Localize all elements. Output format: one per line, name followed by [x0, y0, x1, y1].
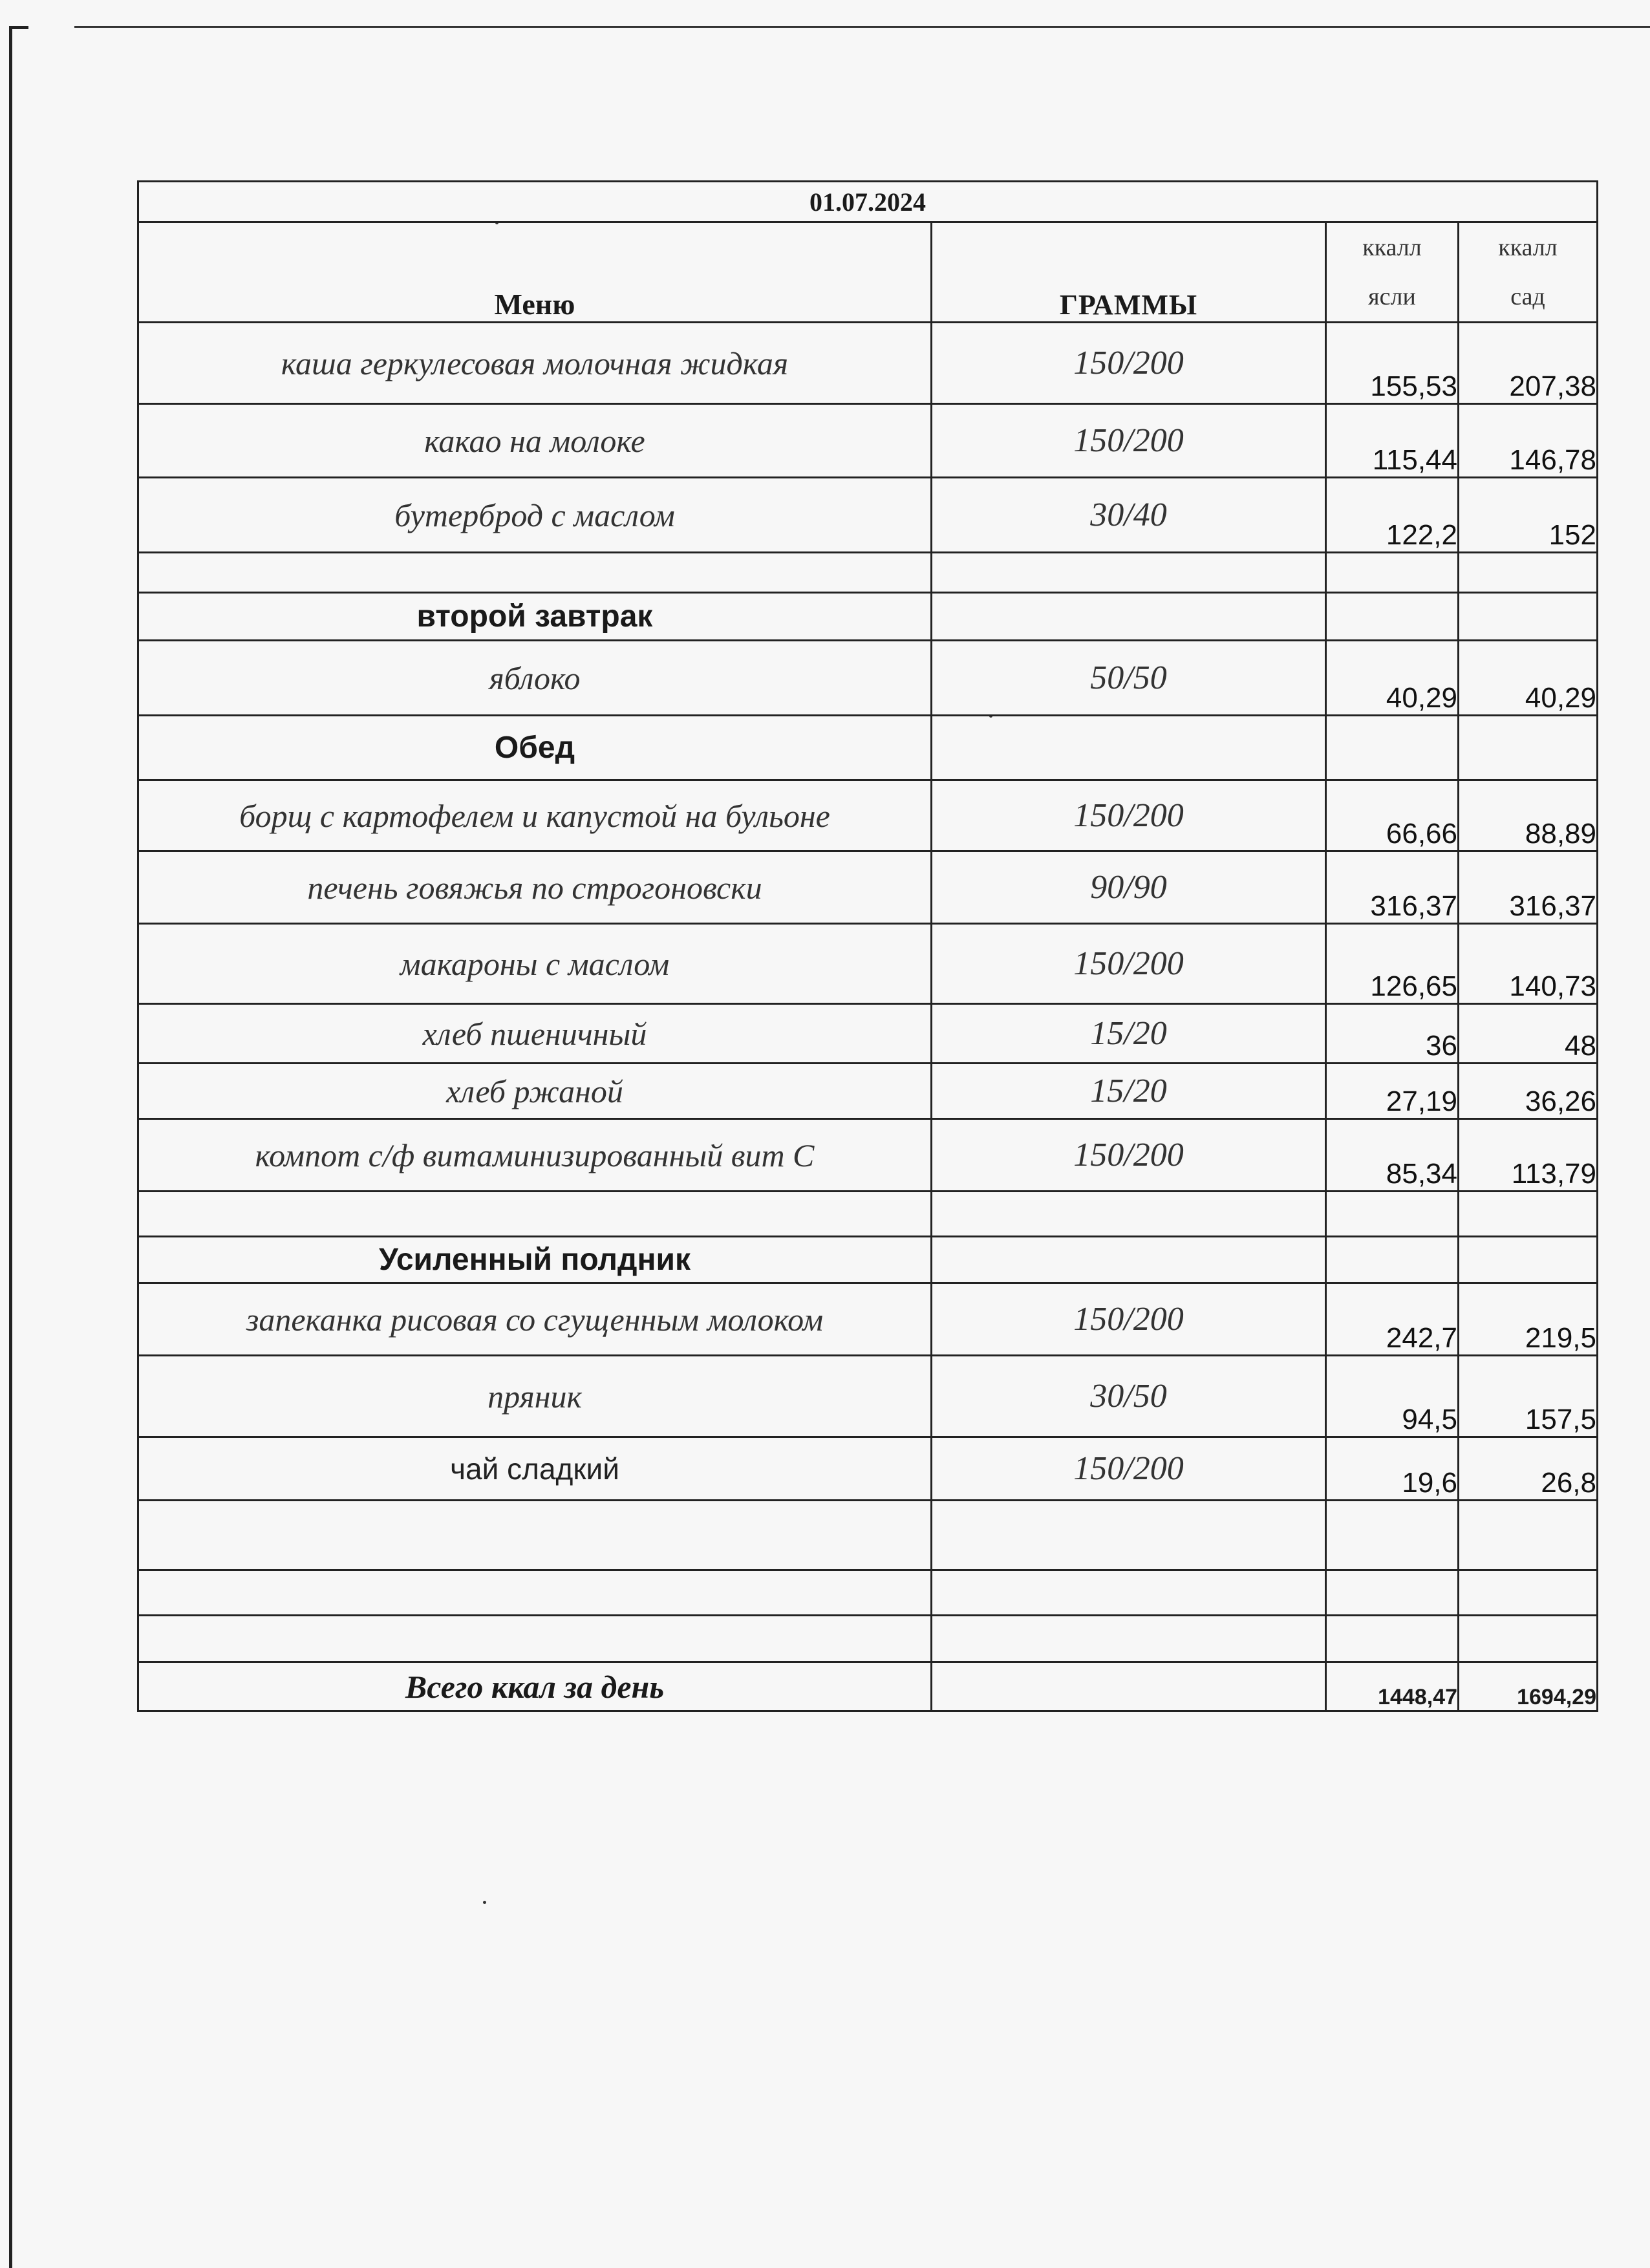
kcal-garden: 316,37 — [1459, 851, 1598, 924]
dish-name: печень говяжья по строгоновски — [138, 851, 932, 924]
dish-grams: 15/20 — [932, 1064, 1326, 1119]
blank-cell — [1326, 1570, 1459, 1616]
total-grams-empty — [932, 1662, 1326, 1711]
blank-cell — [138, 1192, 932, 1237]
dish-name: макароны с маслом — [138, 924, 932, 1004]
blank-row — [138, 553, 1598, 593]
scan-edge-corner — [9, 26, 28, 29]
kcal-garden: 40,29 — [1459, 641, 1598, 716]
header-menu: Меню — [138, 222, 932, 323]
blank-cell — [138, 553, 932, 593]
section-empty-garden — [1459, 716, 1598, 780]
dish-name: запеканка рисовая со сгущенным молоком — [138, 1283, 932, 1356]
blank-cell — [1326, 1501, 1459, 1570]
blank-cell — [1459, 553, 1598, 593]
dish-grams: 150/200 — [932, 1437, 1326, 1501]
kcal-nursery: 36 — [1326, 1004, 1459, 1064]
dish-name: хлеб ржаной — [138, 1064, 932, 1119]
dish-name: пряник — [138, 1356, 932, 1437]
blank-cell — [932, 553, 1326, 593]
header-kcal-nursery — [1326, 222, 1459, 323]
kcal-nursery: 122,2 — [1326, 478, 1459, 553]
total-label: Всего ккал за день — [138, 1662, 932, 1711]
section-empty-garden — [1459, 1237, 1598, 1283]
menu-item-row — [138, 1283, 1598, 1356]
blank-cell — [1459, 1501, 1598, 1570]
blank-row — [138, 1616, 1598, 1662]
blank-row — [138, 1192, 1598, 1237]
menu-item-row — [138, 323, 1598, 404]
kcal-garden: 146,78 — [1459, 404, 1598, 478]
section-row — [138, 593, 1598, 641]
dish-grams: 150/200 — [932, 780, 1326, 851]
kcal-nursery: 85,34 — [1326, 1119, 1459, 1192]
section-empty-nursery — [1326, 1237, 1459, 1283]
dish-grams: 150/200 — [932, 323, 1326, 404]
dish-grams: 90/90 — [932, 851, 1326, 924]
kcal-nursery: 19,6 — [1326, 1437, 1459, 1501]
blank-cell — [1459, 1192, 1598, 1237]
menu-item-row — [138, 478, 1598, 553]
section-empty-grams — [932, 716, 1326, 780]
kcal-nursery: 316,37 — [1326, 851, 1459, 924]
dish-name: бутерброд с маслом — [138, 478, 932, 553]
dish-name: борщ с картофелем и капустой на бульоне — [138, 780, 932, 851]
blank-row — [138, 1570, 1598, 1616]
date-row — [138, 182, 1598, 222]
dish-grams: 150/200 — [932, 924, 1326, 1004]
kcal-garden: 36,26 — [1459, 1064, 1598, 1119]
header-kcal-garden — [1459, 222, 1598, 323]
kcal-garden: 88,89 — [1459, 780, 1598, 851]
kcal-garden: 113,79 — [1459, 1119, 1598, 1192]
menu-table — [137, 180, 1598, 1712]
dish-name: каша геркулесовая молочная жидкая — [138, 323, 932, 404]
menu-item-row — [138, 851, 1598, 924]
blank-cell — [138, 1616, 932, 1662]
header-row — [138, 222, 1598, 323]
kcal-nursery: 126,65 — [1326, 924, 1459, 1004]
kcal-garden: 140,73 — [1459, 924, 1598, 1004]
menu-item-row — [138, 924, 1598, 1004]
dish-grams: 30/50 — [932, 1356, 1326, 1437]
section-title: Обед — [138, 716, 932, 780]
section-row — [138, 716, 1598, 780]
blank-cell — [932, 1192, 1326, 1237]
section-row — [138, 1237, 1598, 1283]
scan-edge-left — [9, 28, 12, 2268]
blank-cell — [1326, 1192, 1459, 1237]
menu-item-row — [138, 1437, 1598, 1501]
dish-grams: 50/50 — [932, 641, 1326, 716]
header-kcal-nursery-line1: ккалл — [1362, 234, 1422, 261]
kcal-nursery: 242,7 — [1326, 1283, 1459, 1356]
blank-cell — [1459, 1570, 1598, 1616]
menu-item-row — [138, 1356, 1598, 1437]
dish-name: хлеб пшеничный — [138, 1004, 932, 1064]
kcal-garden: 207,38 — [1459, 323, 1598, 404]
menu-item-row — [138, 1004, 1598, 1064]
scan-speck — [483, 1901, 486, 1904]
dish-grams: 150/200 — [932, 404, 1326, 478]
menu-body — [138, 323, 1598, 1662]
kcal-nursery: 155,53 — [1326, 323, 1459, 404]
total-kcal-nursery: 1448,47 — [1326, 1662, 1459, 1711]
dish-grams: 30/40 — [932, 478, 1326, 553]
kcal-garden: 219,5 — [1459, 1283, 1598, 1356]
blank-cell — [138, 1501, 932, 1570]
dish-grams: 15/20 — [932, 1004, 1326, 1064]
kcal-garden: 157,5 — [1459, 1356, 1598, 1437]
total-kcal-garden: 1694,29 — [1459, 1662, 1598, 1711]
kcal-garden: 152 — [1459, 478, 1598, 553]
dish-name: чай сладкий — [138, 1437, 932, 1501]
dish-name: яблоко — [138, 641, 932, 716]
header-grams: ГРАММЫ — [932, 222, 1326, 323]
blank-cell — [138, 1570, 932, 1616]
dish-name: компот с/ф витаминизированный вит С — [138, 1119, 932, 1192]
blank-cell — [932, 1570, 1326, 1616]
kcal-garden: 26,8 — [1459, 1437, 1598, 1501]
blank-cell — [932, 1616, 1326, 1662]
kcal-nursery: 40,29 — [1326, 641, 1459, 716]
kcal-nursery: 115,44 — [1326, 404, 1459, 478]
kcal-nursery: 94,5 — [1326, 1356, 1459, 1437]
section-empty-grams — [932, 1237, 1326, 1283]
section-empty-grams — [932, 593, 1326, 641]
header-kcal-garden-line1: ккалл — [1498, 234, 1558, 261]
menu-item-row — [138, 1064, 1598, 1119]
menu-item-row — [138, 1119, 1598, 1192]
kcal-nursery: 27,19 — [1326, 1064, 1459, 1119]
dish-name: какао на молоке — [138, 404, 932, 478]
section-title: Усиленный полдник — [138, 1237, 932, 1283]
dish-grams: 150/200 — [932, 1119, 1326, 1192]
blank-cell — [932, 1501, 1326, 1570]
blank-cell — [1459, 1616, 1598, 1662]
menu-item-row — [138, 404, 1598, 478]
section-title: второй завтрак — [138, 593, 932, 641]
kcal-garden: 48 — [1459, 1004, 1598, 1064]
blank-cell — [1326, 553, 1459, 593]
header-kcal-nursery-line2: ясли — [1368, 283, 1416, 310]
dish-grams: 150/200 — [932, 1283, 1326, 1356]
header-kcal-garden-line2: сад — [1510, 283, 1545, 310]
blank-row — [138, 1501, 1598, 1570]
menu-item-row — [138, 641, 1598, 716]
blank-cell — [1326, 1616, 1459, 1662]
section-empty-nursery — [1326, 593, 1459, 641]
scan-edge-top — [74, 26, 1650, 28]
total-row — [138, 1662, 1598, 1711]
section-empty-garden — [1459, 593, 1598, 641]
section-empty-nursery — [1326, 716, 1459, 780]
kcal-nursery: 66,66 — [1326, 780, 1459, 851]
menu-date: 01.07.2024 — [138, 182, 1598, 222]
menu-item-row — [138, 780, 1598, 851]
